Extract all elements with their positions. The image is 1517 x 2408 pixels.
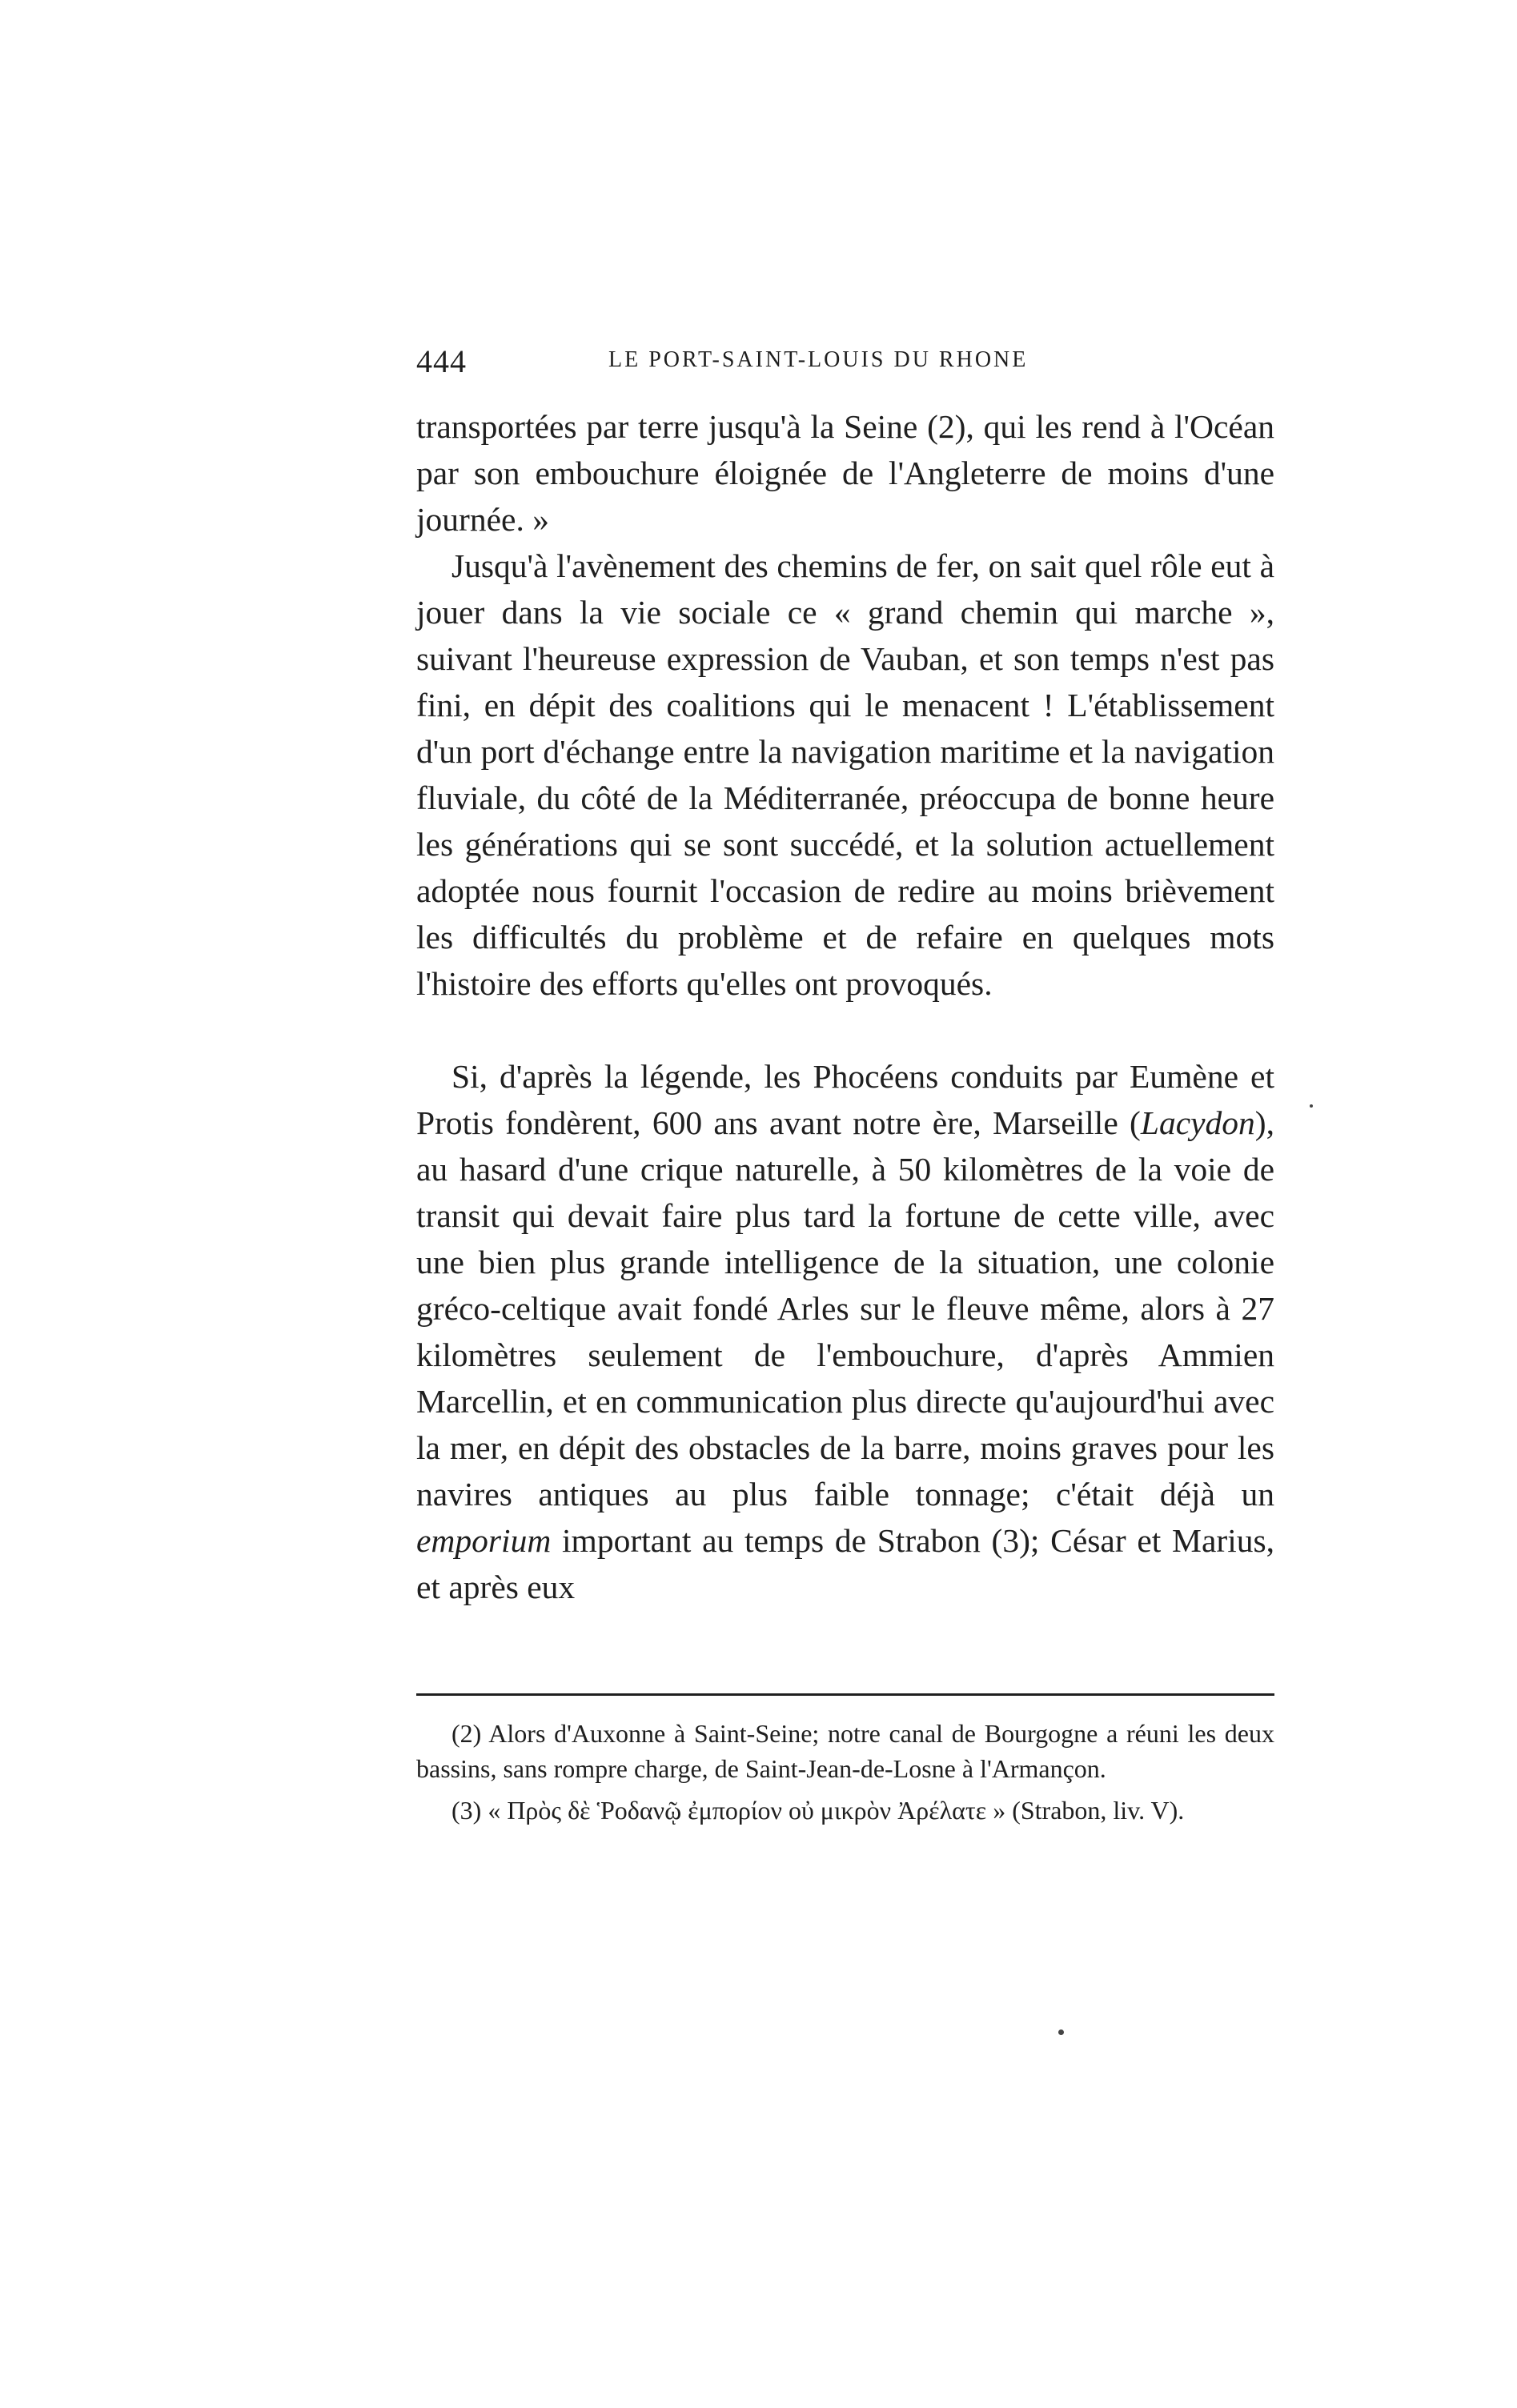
paper-speck — [1058, 2029, 1064, 2035]
paragraph-continuation: transportées par terre jusqu'à la Seine (2), qui les rend à l'Océan par son embouchure éloignée de l'Angleterre de moins d'une journée. » — [416, 408, 1274, 538]
main-text — [416, 403, 1274, 1610]
paragraph-phoceens-part3: important au temps de Strabon (3); César et Marius, et après eux — [416, 1522, 1274, 1605]
paragraph-rhone-history: Jusqu'à l'avènement des chemins de fer, on sait quel rôle eut à jouer dans la vie sociale ce « grand chemin qui marche », suivant l'heureuse expression de Vauban, et son temps n'est pas fini, en dépit des coalitions qui le menacent ! L'établissement d'un port d'échange entre la navigation maritime et la navigation fluviale, du côté de la Méditerranée, préoccupa de bonne heure les générations qui se sont succédé, et la solution actuellement adoptée nous fournit l'occasion de redire au moins brièvement les difficultés du problème et de refaire en quelques mots l'histoire des efforts qu'elles ont provoqués. — [416, 547, 1274, 1002]
footnote-2: (2) Alors d'Auxonne à Saint-Seine; notre canal de Bourgogne a réuni les deux bassins, sans rompre charge, de Saint-Jean-de-Losne à l'Armançon. — [416, 1719, 1274, 1783]
italic-lacydon: Lacydon — [1140, 1104, 1255, 1141]
footnote-separator — [416, 1693, 1274, 1696]
italic-emporium: emporium — [416, 1522, 552, 1559]
page-number: 444 — [416, 343, 467, 379]
paragraph-phoceens-part2: ), au hasard d'une crique naturelle, à 50 kilomètres de la voie de transit qui devait faire plus tard la fortune de cette ville, avec une bien plus grande intelligence de la situation, une colonie gréco-celtique avait fondé Arles sur le fleuve même, alors à 27 kilomètres seulement de l'embouchure, d'après Ammien Marcellin, et en communication plus directe qu'aujourd'hui avec la mer, en dépit des obstacles de la barre, moins graves pour les navires antiques au plus faible tonnage; c'était déjà un — [416, 1104, 1274, 1513]
paper-speck — [1310, 1104, 1313, 1108]
paragraph-phoceens — [416, 1053, 1274, 1610]
footnote-3: (3) « Πρὸς δὲ Ῥοδανῷ ἐμπορίον οὐ μικρὸν Ἀρέλατε » (Strabon, liv. V). — [451, 1796, 1185, 1825]
running-title: LE PORT-SAINT-LOUIS DU RHONE — [608, 347, 1029, 372]
page-header — [416, 343, 1274, 391]
paragraph-phoceens-part1: Si, d'après la légende, les Phocéens conduits par Eumène et Protis fondèrent, 600 ans avant notre ère, Marseille ( — [416, 1058, 1274, 1141]
footnotes — [416, 1716, 1274, 1834]
